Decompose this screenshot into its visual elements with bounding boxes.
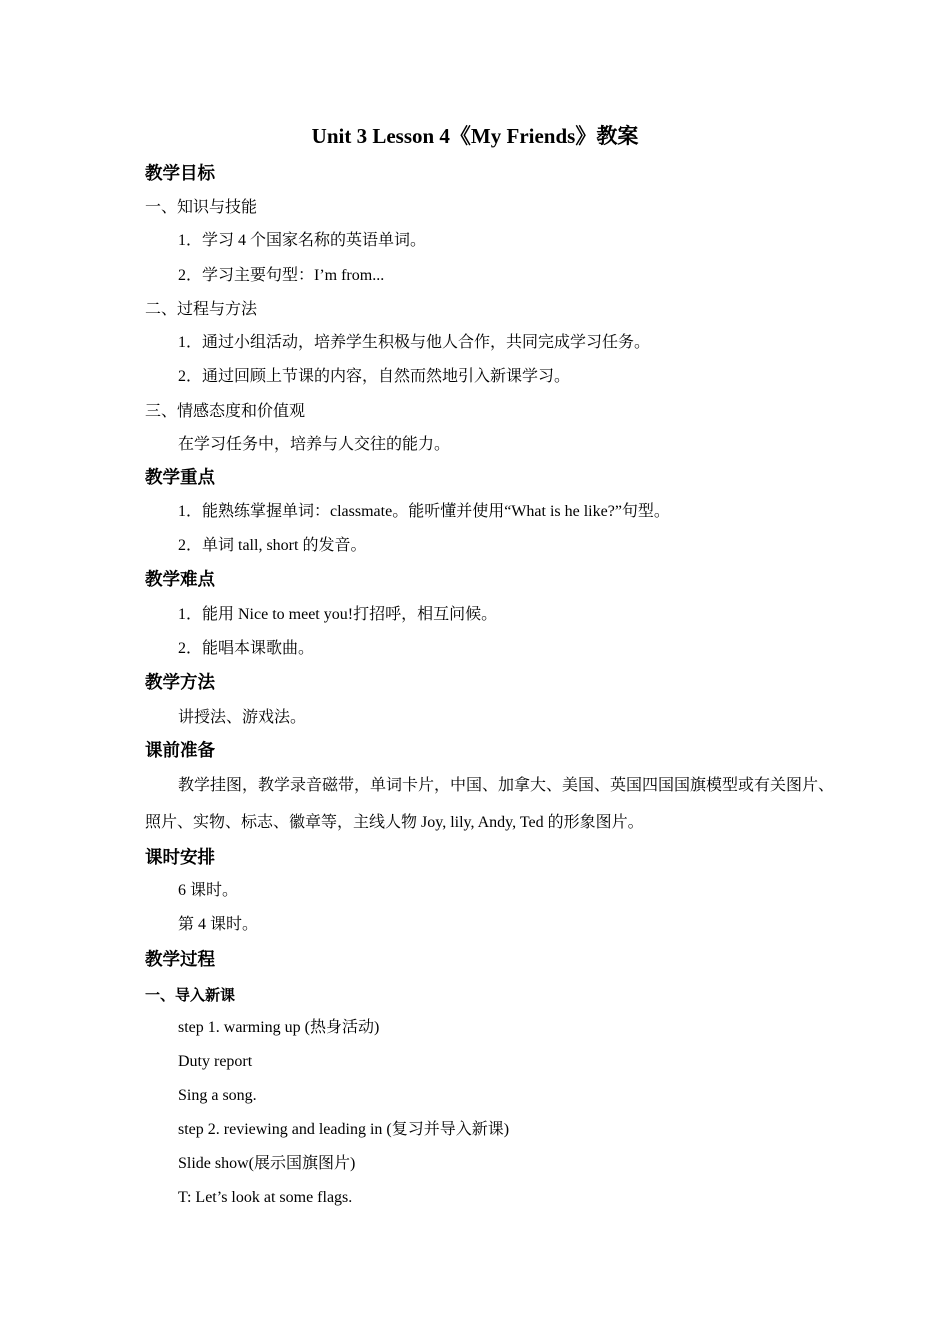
- key-points-item-2: 2．单词 tall, short 的发音。: [178, 537, 367, 554]
- process-line-2: Duty report: [178, 1053, 253, 1070]
- objectives-sub3: 三、情感态度和价值观: [145, 403, 306, 420]
- objectives-sub1-item-2: 2．学习主要句型：I’m from...: [178, 267, 385, 284]
- difficulties-item-1: 1．能用 Nice to meet you!打招呼，相互问候。: [178, 606, 498, 623]
- methods-text: 讲授法、游戏法。: [178, 709, 307, 726]
- objectives-sub1-item-1: 1．学习 4 个国家名称的英语单词。: [178, 232, 427, 249]
- document-title: Unit 3 Lesson 4《My Friends》教案: [311, 124, 639, 148]
- heading-difficulties: 教学难点: [145, 570, 215, 590]
- schedule-line-2: 第 4 课时。: [178, 916, 259, 933]
- process-line-3: Sing a song.: [178, 1087, 257, 1104]
- objectives-sub1: 一、知识与技能: [145, 199, 258, 216]
- heading-process: 教学过程: [145, 950, 215, 970]
- process-sub1: 一、导入新课: [145, 986, 236, 1004]
- preparation-line-2: 照片、实物、标志、徽章等，主线人物 Joy, lily, Andy, Ted 的形象图片。: [145, 814, 644, 831]
- heading-objectives: 教学目标: [145, 164, 215, 184]
- process-line-1: step 1. warming up (热身活动): [178, 1019, 380, 1036]
- process-line-4: step 2. reviewing and leading in (复习并导入新课): [178, 1121, 510, 1138]
- objectives-sub2: 二、过程与方法: [145, 301, 258, 318]
- heading-preparation: 课前准备: [145, 741, 215, 761]
- heading-methods: 教学方法: [145, 673, 215, 693]
- process-line-6: T: Let’s look at some flags.: [178, 1189, 353, 1206]
- heading-schedule: 课时安排: [145, 848, 215, 868]
- objectives-sub2-item-2: 2．通过回顾上节课的内容，自然而然地引入新课学习。: [178, 368, 571, 385]
- difficulties-item-2: 2．能唱本课歌曲。: [178, 640, 315, 657]
- schedule-line-1: 6 课时。: [178, 882, 239, 899]
- preparation-line-1: 教学挂图，教学录音磁带，单词卡片，中国、加拿大、美国、英国四国国旗模型或有关图片、: [178, 777, 835, 794]
- objectives-sub2-item-1: 1．通过小组活动，培养学生积极与他人合作，共同完成学习任务。: [178, 334, 651, 351]
- key-points-item-1: 1．能熟练掌握单词：classmate。能听懂并使用“What is he like?”句型。: [178, 503, 670, 520]
- heading-key-points: 教学重点: [145, 468, 215, 488]
- objectives-sub3-text: 在学习任务中，培养与人交往的能力。: [178, 436, 451, 453]
- process-line-5: Slide show(展示国旗图片): [178, 1155, 356, 1172]
